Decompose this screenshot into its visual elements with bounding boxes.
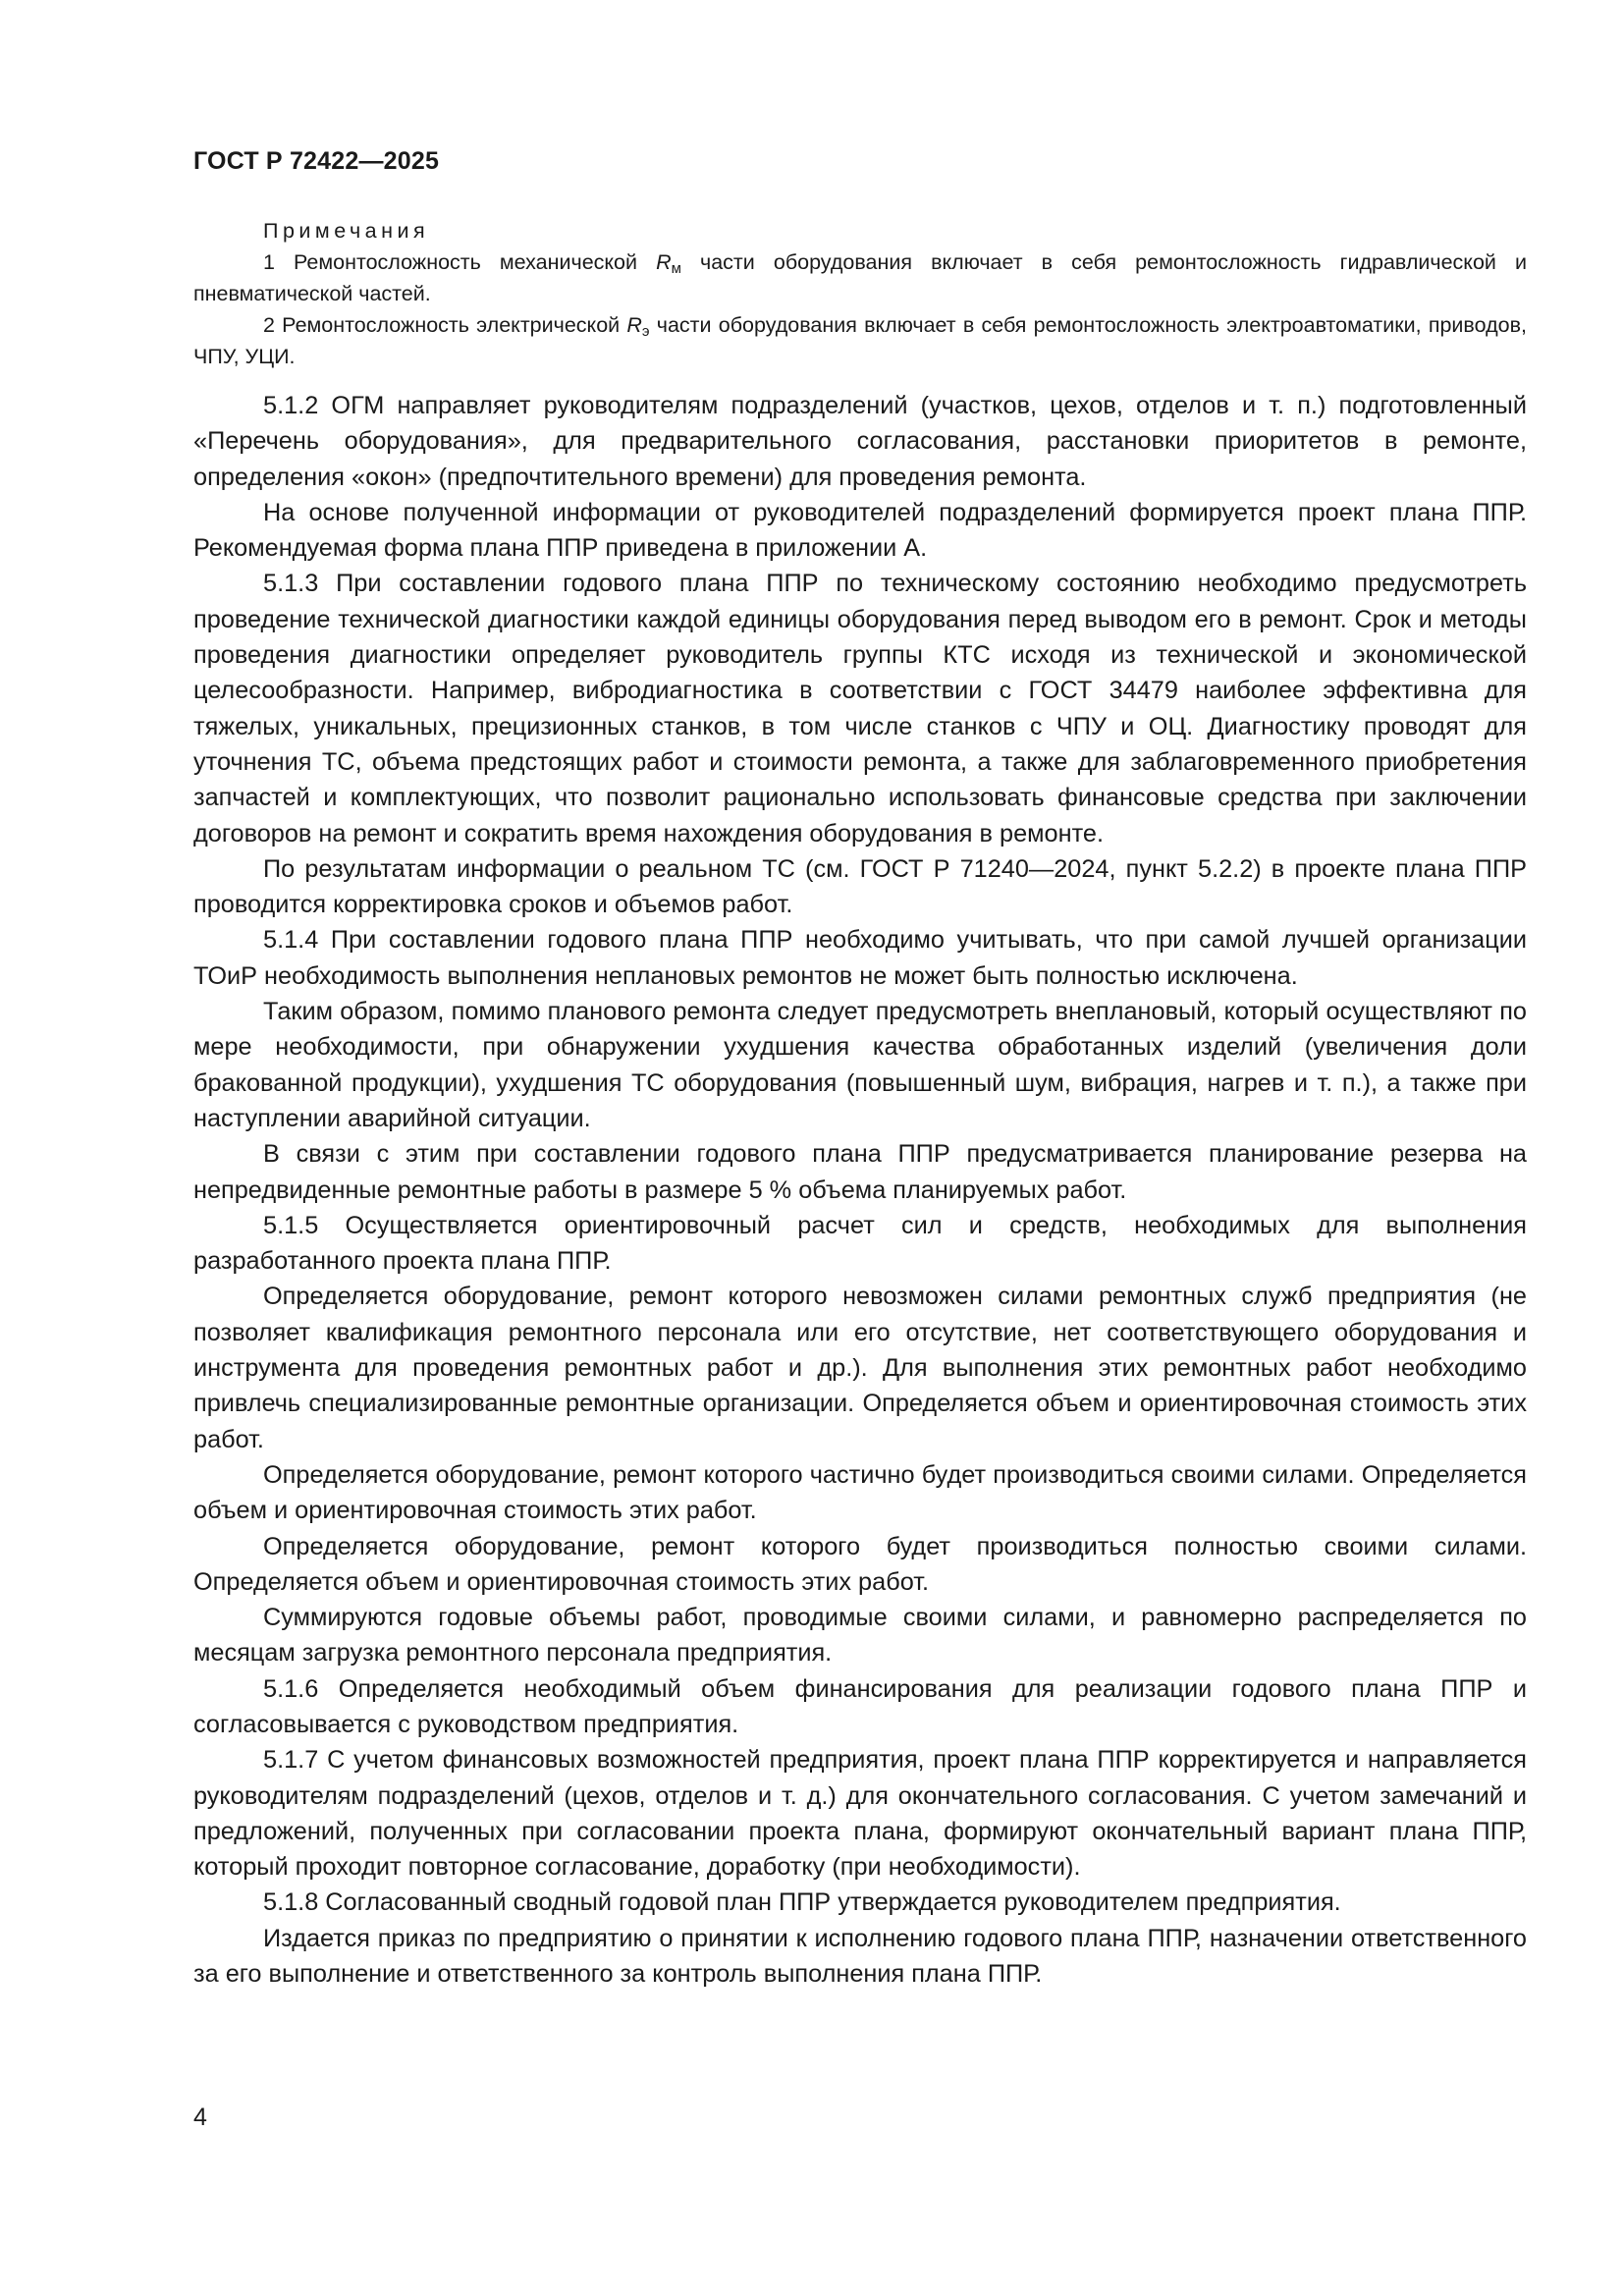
paragraph-5-1-2: 5.1.2 ОГМ направляет руководителям подразделений (участков, цехов, отделов и т. п.) подготовленный «Перечень оборудования», для предварительного согласования, расстановки приоритетов в ремонте, определения «окон» (предпочтительного времени) для проведения ремонта. xyxy=(193,392,1527,491)
paragraph-5-1-8: 5.1.8 Согласованный сводный годовой план ППР утверждается руководителем предприятия. xyxy=(263,1888,1341,1917)
note-1 xyxy=(193,246,1527,309)
paragraph-5-1-4: 5.1.4 При составлении годового плана ППР необходимо учитывать, что при самой лучшей организации ТОиР необходимость выполнения неплановых ремонтов не может быть полностью исключена. xyxy=(193,926,1527,990)
note-2 xyxy=(193,309,1527,372)
document-title: ГОСТ Р 72422—2025 xyxy=(193,147,440,175)
paragraph: В связи с этим при составлении годового плана ППР предусматривается планирование резерва на непредвиденные ремонтные работы в размере 5 % объема планируемых работ. xyxy=(193,1140,1527,1204)
note-2-text-end: части оборудования включает в себя ремонтосложность электроавтоматики, приводов, ЧПУ, УЦИ. xyxy=(193,313,1527,368)
paragraph-5-1-3: 5.1.3 При составлении годового плана ППР по техническому состоянию необходимо предусмотреть проведение технической диагностики каждой единицы оборудования перед выводом его в ремонт. Срок и методы проведения диагностики определяет руководитель группы КТС исходя из технической и экономической целесообразности. Например, вибродиагностика в соответствии с ГОСТ 34479 наиболее эффективна для тяжелых, уникальных, прецизионных станков, в том числе станков с ЧПУ и ОЦ. Диагностику проводят для уточнения ТС, объема предстоящих работ и стоимости ремонта, а также для заблаговременного приобретения запчастей и комплектующих, что позволит рационально использовать финансовые средства при заключении договоров на ремонт и сократить время нахождения оборудования в ремонте. xyxy=(193,570,1527,847)
note-1-text-end: части оборудования включает в себя ремонтосложность гидравлической и пневматической частей. xyxy=(193,250,1527,305)
paragraph: Таким образом, помимо планового ремонта следует предусмотреть внеплановый, который осуществляют по мере необходимости, при обнаружении ухудшения качества обработанных изделий (увеличения доли бракованной продукции), ухудшения ТС оборудования (повышенный шум, вибрация, нагрев и т. п.), а также при наступлении аварийной ситуации. xyxy=(193,998,1527,1132)
paragraph-5-1-5: 5.1.5 Осуществляется ориентировочный расчет сил и средств, необходимых для выполнения разработанного проекта плана ППР. xyxy=(193,1211,1527,1276)
document-page xyxy=(193,147,1527,1992)
notes-block xyxy=(193,215,1527,372)
note-2-variable-subscript: э xyxy=(641,323,650,340)
note-1-text-start: 1 Ремонтосложность механической xyxy=(263,250,657,274)
paragraph: Издается приказ по предприятию о принятии к исполнению годового плана ППР, назначении ответственного за его выполнение и ответственного за контроль выполнения плана ППР. xyxy=(193,1924,1527,1989)
note-1-variable-subscript: м xyxy=(671,260,681,277)
note-2-variable xyxy=(626,313,650,340)
paragraph: Определяется оборудование, ремонт которого невозможен силами ремонтных служб предприятия (не позволяет квалификация ремонтного персонала или его отсутствие, нет соответствующего оборудования и инструмента для проведения ремонтных работ и др.). Для выполнения этих ремонтных работ необходимо привлечь специализированные ремонтные организации. Определяется объем и ориентировочная стоимость этих работ. xyxy=(193,1283,1527,1453)
paragraph: На основе полученной информации от руководителей подразделений формируется проект плана ППР. Рекомендуемая форма плана ППР приведена в приложении А. xyxy=(193,498,1527,563)
note-2-variable-symbol: R xyxy=(626,313,642,337)
paragraph: Суммируются годовые объемы работ, проводимые своими силами, и равномерно распределяется по месяцам загрузка ремонтного персонала предприятия. xyxy=(193,1604,1527,1667)
paragraph: По результатам информации о реальном ТС (см. ГОСТ Р 71240—2024, пункт 5.2.2) в проекте плана ППР проводится корректировка сроков и объемов работ. xyxy=(193,854,1527,919)
paragraph-5-1-6: 5.1.6 Определяется необходимый объем финансирования для реализации годового плана ППР и согласовывается с руководством предприятия. xyxy=(193,1674,1527,1738)
notes-heading: Примечания xyxy=(263,219,430,243)
note-2-text-start: 2 Ремонтосложность электрической xyxy=(263,313,627,337)
paragraph-5-1-7: 5.1.7 С учетом финансовых возможностей предприятия, проект плана ППР корректируется и направляется руководителям подразделений (цехов, отделов и т. д.) для окончательного согласования. С учетом замечаний и предложений, полученных при согласовании проекта плана, формируют окончательный вариант плана ППР, который проходит повторное согласование, доработку (при необходимости). xyxy=(193,1746,1527,1882)
page-number: 4 xyxy=(193,2104,207,2131)
paragraph: Определяется оборудование, ремонт которого частично будет производиться своими силами. Определяется объем и ориентировочная стоимость этих работ. xyxy=(193,1460,1527,1525)
note-1-variable-symbol: R xyxy=(656,250,672,274)
body-text xyxy=(193,388,1527,1992)
paragraph: Определяется оборудование, ремонт которого будет производиться полностью своими силами. Определяется объем и ориентировочная стоимость этих работ. xyxy=(193,1532,1527,1596)
note-1-variable xyxy=(656,250,681,277)
